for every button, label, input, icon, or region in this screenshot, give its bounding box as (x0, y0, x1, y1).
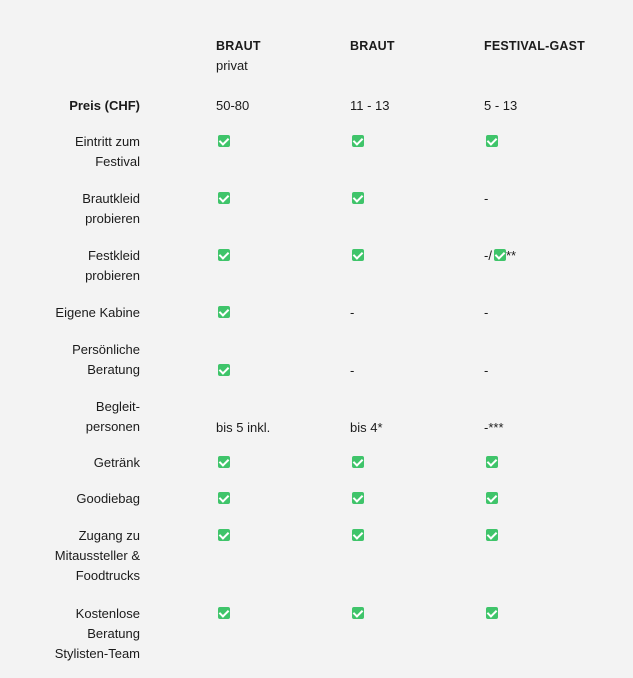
row-label-line: Mitaussteller & (54, 548, 140, 563)
footnote-mark: ** (505, 248, 517, 263)
row-label-line: Kostenlose (75, 606, 140, 621)
table-row (0, 189, 633, 246)
table-cell: 11 - 13 (350, 98, 390, 113)
row-label-getraenk: Getränk (93, 455, 140, 470)
table-cell: bis 5 inkl. (216, 420, 271, 435)
row-label-kabine: Eigene Kabine (55, 305, 140, 320)
check-icon (218, 135, 230, 147)
check-icon (486, 607, 498, 619)
table-row (0, 246, 633, 303)
check-icon (218, 607, 230, 619)
table-cell: - (484, 191, 489, 206)
row-label-line: Stylisten-Team (54, 646, 140, 661)
check-icon (486, 456, 498, 468)
check-icon (218, 529, 230, 541)
column-subtitle: privat (216, 58, 248, 73)
row-label-stylisten (0, 604, 140, 666)
header-empty (0, 36, 140, 96)
check-icon (218, 249, 230, 261)
check-icon (486, 492, 498, 504)
row-label-line: Begleit- (95, 399, 140, 414)
check-icon (352, 249, 364, 261)
row-label-line: Festival (95, 154, 140, 169)
row-label-line: personen (85, 419, 140, 434)
table-row (0, 96, 633, 132)
check-icon (218, 306, 230, 318)
check-icon (218, 192, 230, 204)
table-row (0, 389, 633, 453)
row-label-line: Brautkleid (82, 191, 140, 206)
column-head-braut-privat (216, 36, 350, 96)
table-cell: -*** (484, 420, 504, 435)
column-head-festival-gast (484, 36, 633, 96)
table-cell: bis 4* (350, 420, 383, 435)
table-row (0, 132, 633, 189)
table-cell: 50-80 (216, 98, 250, 113)
row-label-festkleid (0, 246, 140, 303)
column-title: BRAUT (216, 39, 261, 53)
check-icon (486, 529, 498, 541)
table-cell: - (350, 363, 355, 378)
row-label-line: Zugang zu (78, 528, 140, 543)
check-icon (218, 492, 230, 504)
row-label-preis: Preis (CHF) (69, 98, 140, 113)
row-label-line: Persönliche (72, 342, 140, 357)
row-label-zugang (0, 526, 140, 604)
check-icon (352, 192, 364, 204)
table-row (0, 453, 633, 489)
check-icon (352, 456, 364, 468)
column-head-braut (350, 36, 484, 96)
cell-text: -/ (484, 248, 492, 263)
table-row (0, 526, 633, 604)
check-icon (352, 529, 364, 541)
row-label-line: Eintritt zum (74, 134, 140, 149)
check-icon (352, 607, 364, 619)
column-title: FESTIVAL-GAST (484, 39, 585, 53)
table-row (0, 489, 633, 526)
row-label-line: probieren (85, 268, 140, 283)
table-cell-mixed (484, 246, 633, 303)
row-label-beratung (0, 340, 140, 389)
check-icon (218, 456, 230, 468)
row-label-line: probieren (85, 211, 140, 226)
header-spacer (140, 36, 216, 96)
table-row (0, 604, 633, 666)
row-label-line: Beratung (87, 626, 140, 641)
header-row (0, 36, 633, 96)
row-label-line: Beratung (87, 362, 140, 377)
pricing-comparison-table (0, 36, 633, 666)
row-label-begleitpersonen (0, 389, 140, 453)
check-icon (494, 249, 506, 261)
check-icon (486, 135, 498, 147)
table-cell: - (350, 305, 355, 320)
row-label-eintritt (0, 132, 140, 189)
table-cell: - (484, 363, 489, 378)
check-icon (352, 135, 364, 147)
table-cell: 5 - 13 (484, 98, 518, 113)
row-label-line: Festkleid (87, 248, 140, 263)
check-icon (218, 364, 230, 376)
row-label-line: Foodtrucks (75, 568, 140, 583)
row-label-goodiebag: Goodiebag (76, 491, 140, 506)
check-icon (352, 492, 364, 504)
column-title: BRAUT (350, 39, 395, 53)
table-row (0, 340, 633, 389)
table-row (0, 303, 633, 340)
row-label-brautkleid (0, 189, 140, 246)
table-cell: - (484, 305, 489, 320)
